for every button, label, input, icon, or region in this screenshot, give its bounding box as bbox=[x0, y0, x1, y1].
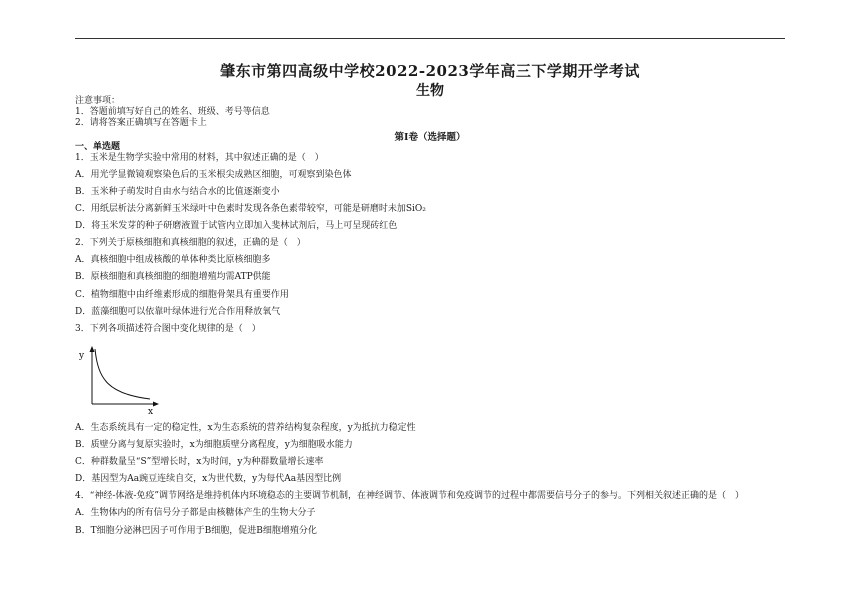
section-title: 第I卷（选择题） bbox=[394, 132, 466, 143]
header-rule bbox=[75, 38, 785, 39]
graph-x-label: x bbox=[148, 407, 154, 416]
decay-curve-graph bbox=[78, 344, 168, 416]
question-option: D．将玉米发芽的种子研磨液置于试管内立即加入斐林试剂后，马上可呈现砖红色 bbox=[75, 221, 398, 231]
graph-axes bbox=[90, 346, 160, 407]
graph-curve bbox=[95, 349, 150, 399]
question-option: D．基因型为Aa豌豆连续自交，x为世代数，y为每代Aa基因型比例 bbox=[75, 474, 342, 484]
notes-item: 2．请将答案正确填写在答题卡上 bbox=[75, 118, 207, 128]
graph-y-label: y bbox=[79, 351, 85, 361]
question-option: B．质壁分离与复原实验时，x为细胞质壁分离程度，y为细胞吸水能力 bbox=[75, 440, 353, 450]
question-option: C．种群数量呈“S”型增长时，x为时间，y为种群数量增长速率 bbox=[75, 457, 324, 467]
question-option: B．原核细胞和真核细胞的细胞增殖均需ATP供能 bbox=[75, 272, 271, 282]
question-option: A．生物体内的所有信号分子都是由核糖体产生的生物大分子 bbox=[75, 508, 316, 518]
part-heading: 一、单选题 bbox=[75, 142, 121, 152]
question-stem: 1．玉米是生物学实验中常用的材料，其中叙述正确的是（ ） bbox=[75, 153, 324, 163]
question-option: B．玉米种子萌发时自由水与结合水的比值逐渐变小 bbox=[75, 187, 280, 197]
question-option: A．生态系统具有一定的稳定性，x为生态系统的营养结构复杂程度，y为抵抗力稳定性 bbox=[75, 423, 416, 433]
question-option: B．T细胞分泌淋巴因子可作用于B细胞，促进B细胞增殖分化 bbox=[75, 526, 317, 536]
notes-item: 1．答题前填写好自己的姓名、班级、考号等信息 bbox=[75, 107, 270, 117]
question-option: C．植物细胞中由纤维素形成的细胞骨架具有重要作用 bbox=[75, 290, 289, 300]
question-stem: 3．下列各项描述符合图中变化规律的是（ ） bbox=[75, 324, 261, 334]
exam-title: 肇东市第四高级中学校2022-2023学年高三下学期开学考试 bbox=[220, 62, 640, 80]
question-option: D．蓝藻细胞可以依靠叶绿体进行光合作用释放氧气 bbox=[75, 307, 281, 317]
question-stem: 2．下列关于原核细胞和真核细胞的叙述，正确的是（ ） bbox=[75, 238, 306, 248]
question-option: C．用纸层析法分离新鲜玉米绿叶中色素时发现各条色素带较窄，可能是研磨时未加SiO₂ bbox=[75, 204, 426, 214]
question-option: A．用光学显微镜观察染色后的玉米根尖成熟区细胞，可观察到染色体 bbox=[75, 170, 352, 180]
exam-subject: 生物 bbox=[416, 83, 444, 99]
notes-heading: 注意事项： bbox=[75, 96, 121, 106]
question-option: A．真核细胞中组成核酸的单体种类比原核细胞多 bbox=[75, 255, 271, 265]
question-stem: 4．“神经-体液-免疫”调节网络是维持机体内环境稳态的主要调节机制，在神经调节、体液调节和免疫调节的过程中都需要信号分子的参与。下列相关叙述正确的是（ ） bbox=[75, 491, 745, 501]
